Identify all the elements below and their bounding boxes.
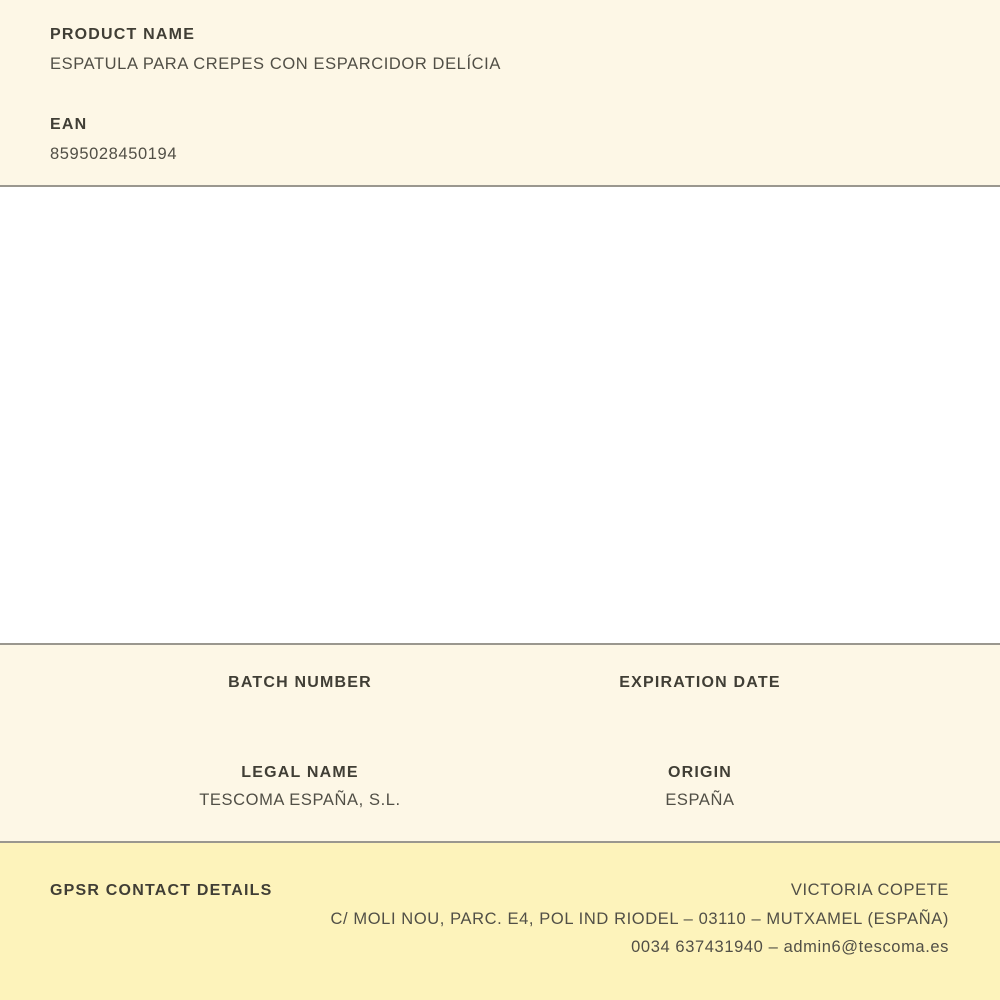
legal-name-value: TESCOMA ESPAÑA, S.L. xyxy=(199,791,401,809)
expiration-date-label: EXPIRATION DATE xyxy=(619,674,781,691)
ean-value: 8595028450194 xyxy=(50,145,178,163)
origin-field xyxy=(400,763,1000,810)
product-header-section xyxy=(0,0,1000,185)
expiration-date-field xyxy=(400,673,1000,701)
gpsr-contact-label: GPSR CONTACT DETAILS xyxy=(50,882,273,899)
gpsr-contact-section xyxy=(0,843,1000,1000)
contact-phone-email: 0034 637431940 – admin6@tescoma.es xyxy=(631,938,949,956)
ean-label: EAN xyxy=(50,116,88,133)
ean-field xyxy=(50,115,950,164)
product-image-area xyxy=(0,187,1000,643)
batch-origin-section xyxy=(0,645,1000,841)
legal-name-label: LEGAL NAME xyxy=(241,764,359,781)
product-name-label: PRODUCT NAME xyxy=(50,26,196,43)
product-name-value: ESPATULA PARA CREPES CON ESPARCIDOR DELÍCIA xyxy=(50,55,501,73)
gpsr-contact-lines xyxy=(331,876,950,962)
product-name-field xyxy=(50,25,950,74)
origin-value: ESPAÑA xyxy=(665,791,735,809)
contact-person-name: VICTORIA COPETE xyxy=(790,881,949,899)
origin-label: ORIGIN xyxy=(667,764,733,781)
batch-number-label: BATCH NUMBER xyxy=(228,674,372,691)
contact-address: C/ MOLI NOU, PARC. E4, POL IND RIODEL – 03110 – MUTXAMEL (ESPAÑA) xyxy=(330,909,949,928)
